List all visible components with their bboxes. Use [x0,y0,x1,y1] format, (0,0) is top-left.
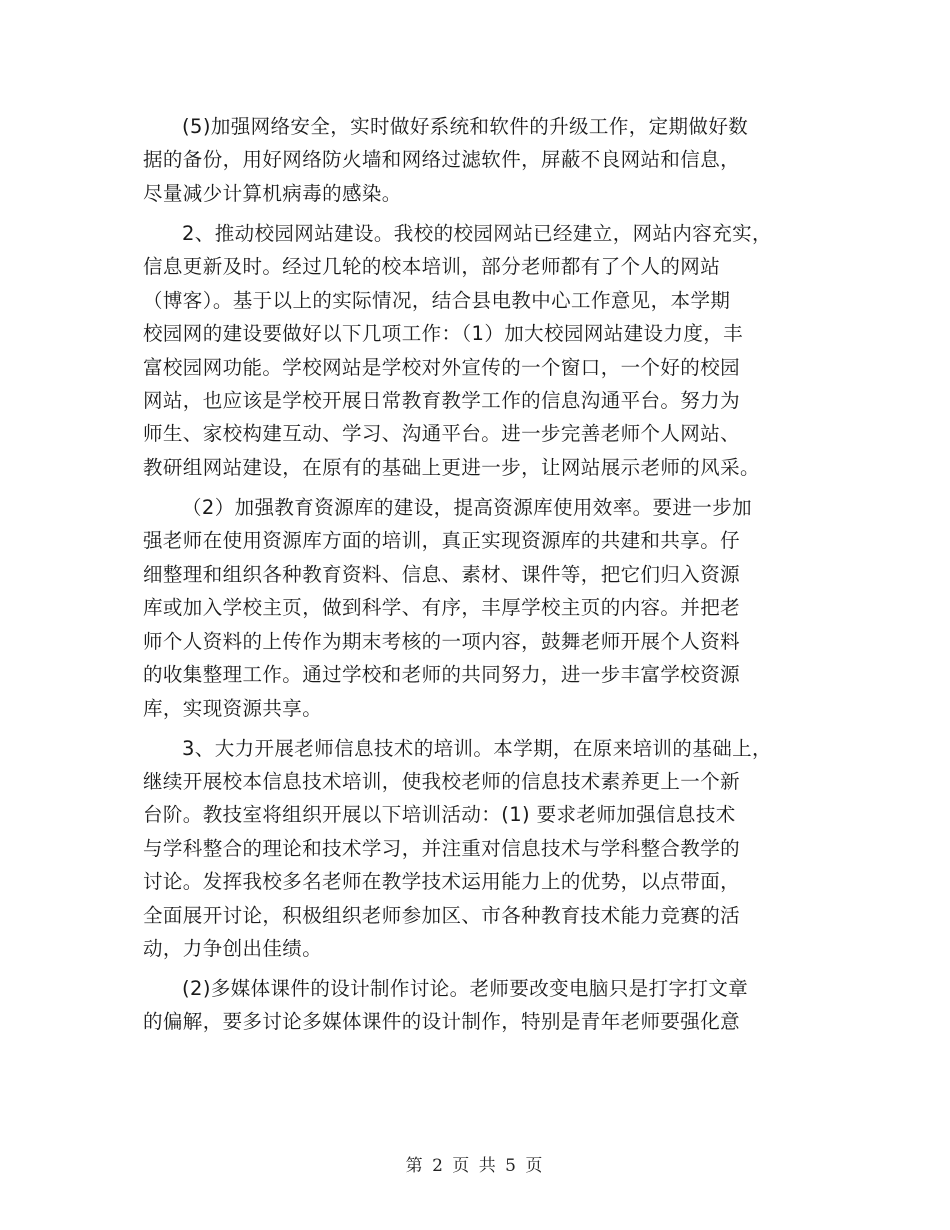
text-line: 富校园网功能。学校网站是学校对外宣传的一个窗口，一个好的校园 [143,356,741,379]
text-line: 师个人资料的上传作为期末考核的一项内容，鼓舞老师开展个人资料 [143,630,741,653]
text-line: 全面展开讨论，积极组织老师参加区、市各种教育技术能力竞赛的活 [143,904,741,927]
text-line: 库，实现资源共享。 [143,697,323,720]
text-line: 据的备份，用好网络防火墙和网络过滤软件，屏蔽不良网站和信息， [143,148,741,171]
text-line: 库或加入学校主页，做到科学、有序，丰厚学校主页的内容。并把老 [143,596,741,619]
text-line: 信息更新及时。经过几轮的校本培训，部分老师都有了个人的网站 [143,255,721,278]
text-line: 3、大力开展老师信息技术的培训。本学期，在原来培训的基础上， [182,737,772,760]
page-number-footer: 第 2 页 共 5 页 [405,1156,545,1176]
text-line: 教研组网站建设，在原有的基础上更进一步，让网站展示老师的风采。 [143,456,760,479]
text-line: （2）加强教育资源库的建设，提高资源库使用效率。要进一步加 [182,496,753,519]
text-line: 细整理和组织各种教育资料、信息、素材、课件等，把它们归入资源 [143,563,741,586]
text-line: 讨论。发挥我校多名老师在教学技术运用能力上的优势，以点带面， [143,870,741,893]
text-line: 2、推动校园网站建设。我校的校园网站已经建立，网站内容充实， [182,222,772,245]
text-line: 动，力争创出佳绩。 [143,937,323,960]
text-line: 与学科整合的理论和技术学习，并注重对信息技术与学科整合教学的 [143,837,741,860]
text-line: 师生、家校构建互动、学习、沟通平台。进一步完善老师个人网站、 [143,422,741,445]
text-line: 台阶。教技室将组织开展以下培训活动：(1) 要求老师加强信息技术 [143,803,736,826]
text-line: 校园网的建设要做好以下几项工作：（1）加大校园网站建设力度，丰 [143,322,744,345]
text-line: (5)加强网络安全，实时做好系统和软件的升级工作，定期做好数 [182,115,749,138]
text-line: 继续开展校本信息技术培训，使我校老师的信息技术素养更上一个新 [143,770,741,793]
text-line: 尽量减少计算机病毒的感染。 [143,182,402,205]
text-line: 强老师在使用资源库方面的培训，真正实现资源库的共建和共享。仔 [143,529,741,552]
text-line: （博客）。基于以上的实际情况，结合县电教中心工作意见，本学期 [143,289,731,312]
text-line: 的收集整理工作。通过学校和老师的共同努力，进一步丰富学校资源 [143,663,741,686]
text-line: 的偏解，要多讨论多媒体课件的设计制作，特别是青年老师要强化意 [143,1010,741,1033]
text-line: 网站，也应该是学校开展日常教育教学工作的信息沟通平台。努力为 [143,389,741,412]
text-line: (2)多媒体课件的设计制作讨论。老师要改变电脑只是打字打文章 [182,977,749,1000]
